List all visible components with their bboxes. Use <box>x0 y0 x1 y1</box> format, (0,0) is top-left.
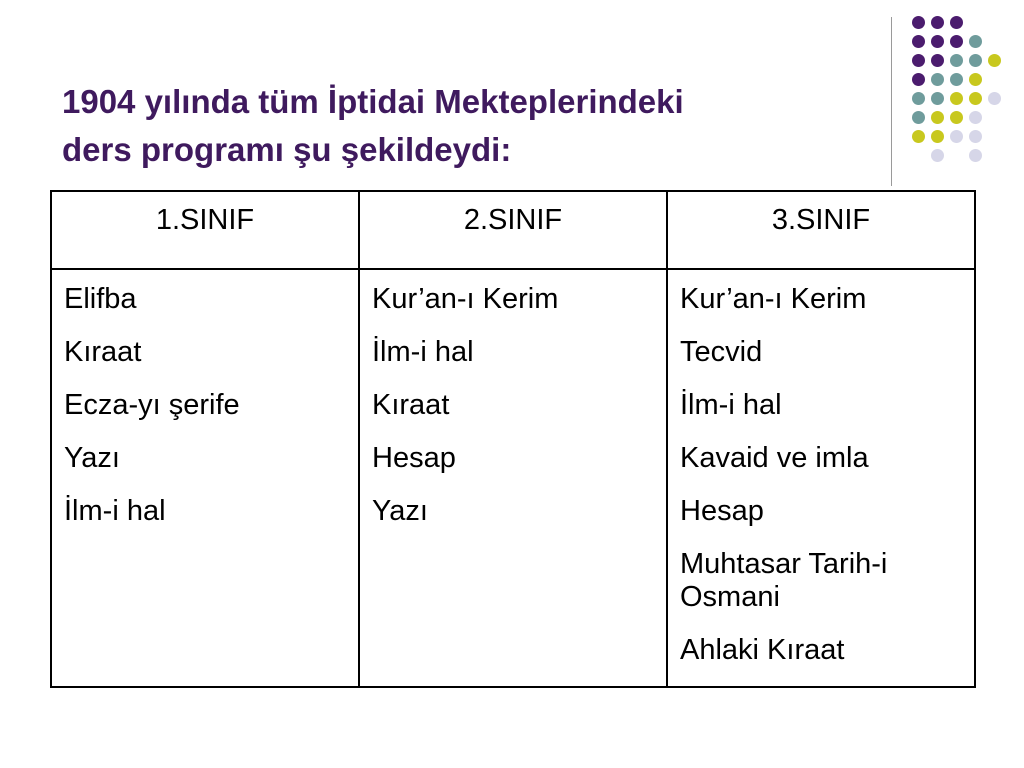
table-row <box>51 269 975 687</box>
decorative-dot <box>969 35 982 48</box>
list-item: Ecza-yı şerife <box>64 389 240 421</box>
list-item: İlm-i hal <box>680 389 782 421</box>
curriculum-table <box>50 190 976 688</box>
list-item: Ahlaki Kıraat <box>680 634 845 666</box>
decorative-dot <box>912 54 925 67</box>
divider-line <box>891 17 892 186</box>
list-item: Hesap <box>680 495 764 527</box>
list-item: Tecvid <box>680 336 763 368</box>
grade-3-subjects <box>667 269 975 687</box>
decorative-dot <box>969 111 982 124</box>
decorative-dot <box>950 130 963 143</box>
decorative-dot <box>969 92 982 105</box>
decorative-dot <box>912 35 925 48</box>
decorative-dot <box>950 73 963 86</box>
list-item: Kur’an-ı Kerim <box>372 283 559 315</box>
grade-2-subjects <box>359 269 667 687</box>
decorative-dot <box>931 16 944 29</box>
list-item: Hesap <box>372 442 456 474</box>
decorative-dot <box>950 54 963 67</box>
decorative-dot <box>969 130 982 143</box>
decorative-dot <box>969 149 982 162</box>
decorative-dot <box>931 73 944 86</box>
decorative-dot <box>912 111 925 124</box>
title-line-2: ders programı şu şekildeydi: <box>62 131 512 168</box>
decorative-dot <box>931 54 944 67</box>
header-grade-2: 2.SINIF <box>359 191 667 269</box>
grade-1-subjects <box>51 269 359 687</box>
list-item: Kıraat <box>64 336 142 368</box>
decorative-dot <box>931 92 944 105</box>
decorative-dot <box>950 16 963 29</box>
list-item: Kavaid ve imla <box>680 442 869 474</box>
decorative-dot <box>950 111 963 124</box>
decorative-dot <box>931 35 944 48</box>
decorative-dot <box>912 130 925 143</box>
decorative-dot <box>931 130 944 143</box>
decorative-dot <box>988 54 1001 67</box>
decorative-dot <box>912 16 925 29</box>
decorative-dot <box>931 149 944 162</box>
list-item: Yazı <box>372 495 428 527</box>
list-item: Yazı <box>64 442 120 474</box>
list-item: Muhtasar Tarih-i Osmani <box>680 548 888 613</box>
list-item: Kıraat <box>372 389 450 421</box>
slide-title <box>62 78 862 174</box>
decorative-dot <box>912 92 925 105</box>
decorative-dot <box>969 73 982 86</box>
list-item: Elifba <box>64 283 137 315</box>
list-item: İlm-i hal <box>372 336 474 368</box>
decorative-dot <box>950 92 963 105</box>
header-grade-1: 1.SINIF <box>51 191 359 269</box>
header-grade-3: 3.SINIF <box>667 191 975 269</box>
list-item: Kur’an-ı Kerim <box>680 283 867 315</box>
decorative-dot <box>969 54 982 67</box>
decorative-dot <box>912 73 925 86</box>
title-line-1: 1904 yılında tüm İptidai Mekteplerindeki <box>62 83 684 120</box>
list-item: İlm-i hal <box>64 495 166 527</box>
decorative-dot <box>950 35 963 48</box>
decorative-dot <box>931 111 944 124</box>
decorative-dot <box>988 92 1001 105</box>
table-header-row <box>51 191 975 269</box>
